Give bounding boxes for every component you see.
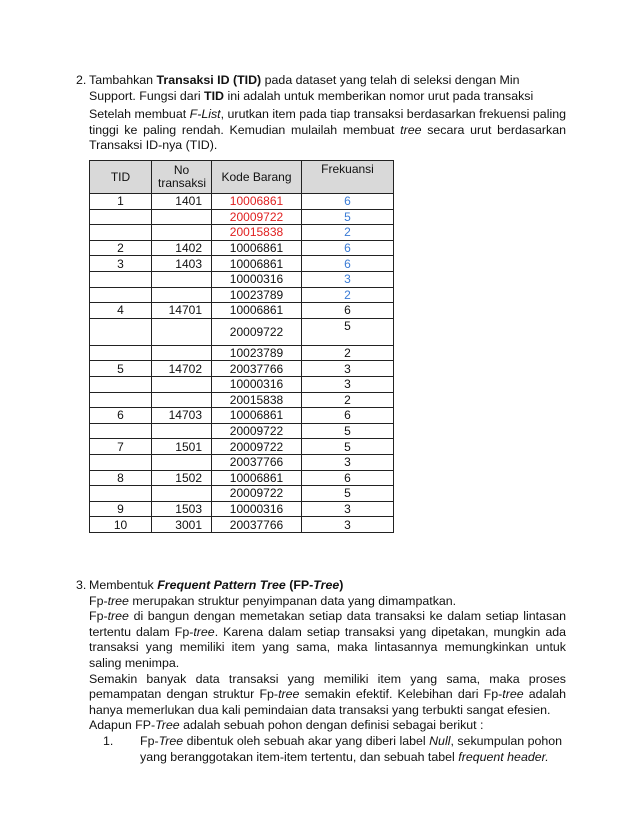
table-row bbox=[90, 408, 394, 424]
cell-frekuensi: 5 bbox=[302, 423, 394, 439]
cell-kode-barang: 10006861 bbox=[212, 256, 302, 272]
cell-tid: 10 bbox=[90, 517, 152, 533]
table-row bbox=[90, 256, 394, 272]
table-row bbox=[90, 470, 394, 486]
text: Fp- bbox=[89, 593, 108, 608]
italic-term: tree bbox=[107, 609, 129, 624]
cell-kode-barang: 10023789 bbox=[212, 287, 302, 303]
table-row bbox=[90, 423, 394, 439]
text: Membentuk bbox=[89, 578, 154, 592]
header-frekuansi: Frekuansi bbox=[302, 161, 394, 194]
transaction-table bbox=[89, 160, 394, 533]
cell-kode-barang: 10006861 bbox=[212, 240, 302, 256]
cell-frekuensi: 2 bbox=[302, 345, 394, 361]
cell-no-transaksi bbox=[152, 486, 212, 502]
cell-no-transaksi: 1502 bbox=[152, 470, 212, 486]
table-row bbox=[90, 439, 394, 455]
cell-no-transaksi: 1401 bbox=[152, 194, 212, 210]
text: Fp- bbox=[140, 733, 159, 748]
italic-term-tree: tree bbox=[400, 122, 422, 137]
table-row bbox=[90, 271, 394, 287]
cell-kode-barang: 20009722 bbox=[212, 439, 302, 455]
cell-kode-barang: 10023789 bbox=[212, 345, 302, 361]
italic-term: Tree bbox=[155, 718, 180, 733]
text: Setelah membuat bbox=[89, 107, 187, 122]
cell-frekuensi: 5 bbox=[302, 439, 394, 455]
cell-tid bbox=[90, 454, 152, 470]
table-row bbox=[90, 225, 394, 241]
definition-list bbox=[103, 734, 566, 765]
cell-kode-barang: 10006861 bbox=[212, 408, 302, 424]
cell-frekuensi: 6 bbox=[302, 194, 394, 210]
cell-no-transaksi bbox=[152, 225, 212, 241]
cell-tid bbox=[90, 486, 152, 502]
text: adalah sebuah pohon dengan definisi sebagai berikut : bbox=[183, 718, 484, 733]
table-row bbox=[90, 209, 394, 225]
section-3-paragraph-4 bbox=[89, 718, 566, 734]
italic-term-null: Null bbox=[429, 733, 451, 748]
cell-no-transaksi: 1503 bbox=[152, 501, 212, 517]
cell-frekuensi: 5 bbox=[302, 486, 394, 502]
text: ini adalah untuk memberikan nomor urut pada transaksi bbox=[227, 88, 534, 103]
cell-kode-barang: 10006861 bbox=[212, 470, 302, 486]
bold-term-tid: Transaksi ID (TID) bbox=[156, 73, 262, 87]
cell-frekuensi: 6 bbox=[302, 408, 394, 424]
cell-frekuensi: 2 bbox=[302, 392, 394, 408]
section-2 bbox=[76, 73, 566, 154]
cell-tid: 9 bbox=[90, 501, 152, 517]
cell-tid bbox=[90, 287, 152, 303]
italic-term: tree bbox=[278, 687, 300, 702]
text: Tree bbox=[313, 578, 340, 592]
cell-tid bbox=[90, 209, 152, 225]
header-kode-barang: Kode Barang bbox=[212, 161, 302, 194]
italic-term-frequent-header: frequent header. bbox=[458, 749, 549, 764]
cell-no-transaksi: 1402 bbox=[152, 240, 212, 256]
cell-tid: 2 bbox=[90, 240, 152, 256]
cell-no-transaksi bbox=[152, 376, 212, 392]
cell-kode-barang: 20009722 bbox=[212, 423, 302, 439]
cell-frekuensi: 2 bbox=[302, 287, 394, 303]
cell-no-transaksi: 14703 bbox=[152, 408, 212, 424]
cell-no-transaksi bbox=[152, 345, 212, 361]
italic-term: tree bbox=[107, 593, 129, 608]
text: , sekumpulan pohon yang beranggotakan item-item tertentu, dan sebuah tabel bbox=[140, 733, 563, 764]
italic-term-flist: F-List bbox=[189, 107, 221, 122]
cell-no-transaksi bbox=[152, 423, 212, 439]
table-header-row bbox=[90, 161, 394, 194]
cell-kode-barang: 10006861 bbox=[212, 194, 302, 210]
cell-kode-barang: 20009722 bbox=[212, 318, 302, 345]
table-row bbox=[90, 345, 394, 361]
cell-no-transaksi: 1501 bbox=[152, 439, 212, 455]
text: secara urut berdasarkan Transaksi ID-nya (TID). bbox=[89, 122, 567, 153]
cell-tid bbox=[90, 318, 152, 345]
cell-frekuensi: 6 bbox=[302, 303, 394, 319]
cell-frekuensi: 3 bbox=[302, 376, 394, 392]
italic-term: tree bbox=[502, 687, 524, 702]
cell-no-transaksi bbox=[152, 209, 212, 225]
table-row bbox=[90, 318, 394, 345]
text: . Karena dalam setiap transaksi yang dipetakan, mungkin ada transaksi yang memiliki item yang sama, maka lintasannya memungkinkan untuk saling menimpa. bbox=[89, 624, 566, 670]
cell-frekuensi: 2 bbox=[302, 225, 394, 241]
table-row bbox=[90, 392, 394, 408]
cell-tid: 8 bbox=[90, 470, 152, 486]
cell-frekuensi: 3 bbox=[302, 361, 394, 377]
table-row bbox=[90, 376, 394, 392]
cell-tid: 1 bbox=[90, 194, 152, 210]
section-3-heading bbox=[89, 578, 566, 594]
text: Adapun FP- bbox=[89, 718, 156, 733]
table-row bbox=[90, 240, 394, 256]
cell-no-transaksi: 3001 bbox=[152, 517, 212, 533]
section-2-paragraph-1 bbox=[89, 73, 566, 104]
cell-tid: 7 bbox=[90, 439, 152, 455]
text: Tambahkan bbox=[89, 73, 154, 87]
text: merupakan struktur penyimpanan data yang dimampatkan. bbox=[132, 593, 457, 608]
cell-no-transaksi: 1403 bbox=[152, 256, 212, 272]
list-item-number: 1. bbox=[103, 733, 114, 748]
cell-no-transaksi bbox=[152, 454, 212, 470]
header-no-transaksi: No transaksi bbox=[152, 161, 212, 194]
cell-no-transaksi: 14702 bbox=[152, 361, 212, 377]
table-row bbox=[90, 361, 394, 377]
cell-tid: 6 bbox=[90, 408, 152, 424]
table-row bbox=[90, 501, 394, 517]
italic-term: Tree bbox=[158, 733, 184, 748]
text: Fp- bbox=[89, 609, 108, 624]
cell-kode-barang: 10000316 bbox=[212, 271, 302, 287]
cell-frekuensi: 5 bbox=[302, 318, 394, 345]
text: pada dataset yang telah di seleksi dengan Min Support. Fungsi dari bbox=[89, 73, 520, 103]
text: (FP- bbox=[289, 578, 314, 592]
cell-no-transaksi bbox=[152, 392, 212, 408]
cell-frekuensi: 3 bbox=[302, 517, 394, 533]
table-row bbox=[90, 486, 394, 502]
text: adalah hanya memerlukan dua kali pemindaian data transaksi yang terbukti sangat efesien. bbox=[89, 687, 566, 717]
section-3 bbox=[76, 578, 566, 765]
cell-tid: 3 bbox=[90, 256, 152, 272]
cell-kode-barang: 10006861 bbox=[212, 303, 302, 319]
table-body bbox=[90, 194, 394, 533]
cell-frekuensi: 6 bbox=[302, 256, 394, 272]
text: di bangun dengan memetakan setiap data transaksi ke dalam setiap lintasan tertentu dalam Fp- bbox=[89, 609, 566, 639]
section-3-paragraph-2 bbox=[89, 609, 566, 671]
cell-kode-barang: 10000316 bbox=[212, 376, 302, 392]
cell-tid bbox=[90, 392, 152, 408]
cell-kode-barang: 20037766 bbox=[212, 517, 302, 533]
text: semakin efektif. Kelebihan dari Fp- bbox=[304, 687, 503, 702]
cell-kode-barang: 20015838 bbox=[212, 225, 302, 241]
table-row bbox=[90, 287, 394, 303]
section-3-body bbox=[89, 578, 566, 765]
cell-frekuensi: 3 bbox=[302, 271, 394, 287]
cell-tid bbox=[90, 225, 152, 241]
heading-term-fp: Frequent Pattern Tree bbox=[157, 578, 286, 592]
header-tid: TID bbox=[90, 161, 152, 194]
text: , urutkan item pada tiap transaksi berdasarkan frekuensi paling tinggi ke paling rendah. Kemudian mulailah membuat bbox=[89, 107, 566, 137]
cell-no-transaksi: 14701 bbox=[152, 303, 212, 319]
list-item bbox=[140, 734, 566, 765]
cell-kode-barang: 20015838 bbox=[212, 392, 302, 408]
cell-frekuensi: 6 bbox=[302, 470, 394, 486]
cell-tid bbox=[90, 376, 152, 392]
text: ) bbox=[339, 578, 344, 592]
cell-tid bbox=[90, 423, 152, 439]
section-3-paragraph-3 bbox=[89, 672, 566, 719]
cell-kode-barang: 10000316 bbox=[212, 501, 302, 517]
cell-tid: 4 bbox=[90, 303, 152, 319]
italic-term: tree bbox=[193, 624, 215, 639]
text: dibentuk oleh sebuah akar yang diberi label bbox=[186, 733, 426, 748]
cell-tid bbox=[90, 271, 152, 287]
cell-no-transaksi bbox=[152, 318, 212, 345]
cell-kode-barang: 20009722 bbox=[212, 486, 302, 502]
text: Semakin banyak data transaksi yang memiliki item yang sama, maka proses pemampatan dengan struktur Fp- bbox=[89, 671, 566, 702]
cell-frekuensi: 3 bbox=[302, 501, 394, 517]
cell-tid: 5 bbox=[90, 361, 152, 377]
cell-kode-barang: 20037766 bbox=[212, 454, 302, 470]
section-3-paragraph-1 bbox=[89, 594, 566, 610]
bold-term-tid-short: TID bbox=[204, 88, 224, 103]
table-row bbox=[90, 517, 394, 533]
cell-tid bbox=[90, 345, 152, 361]
table-row bbox=[90, 454, 394, 470]
table-row bbox=[90, 303, 394, 319]
section-2-paragraph-2 bbox=[89, 107, 566, 154]
cell-no-transaksi bbox=[152, 287, 212, 303]
cell-frekuensi: 3 bbox=[302, 454, 394, 470]
section-3-number: 3. bbox=[76, 578, 87, 592]
section-2-body bbox=[89, 73, 566, 154]
cell-frekuensi: 6 bbox=[302, 240, 394, 256]
cell-kode-barang: 20009722 bbox=[212, 209, 302, 225]
section-2-number: 2. bbox=[76, 73, 87, 87]
cell-frekuensi: 5 bbox=[302, 209, 394, 225]
cell-no-transaksi bbox=[152, 271, 212, 287]
cell-kode-barang: 20037766 bbox=[212, 361, 302, 377]
table-row bbox=[90, 194, 394, 210]
